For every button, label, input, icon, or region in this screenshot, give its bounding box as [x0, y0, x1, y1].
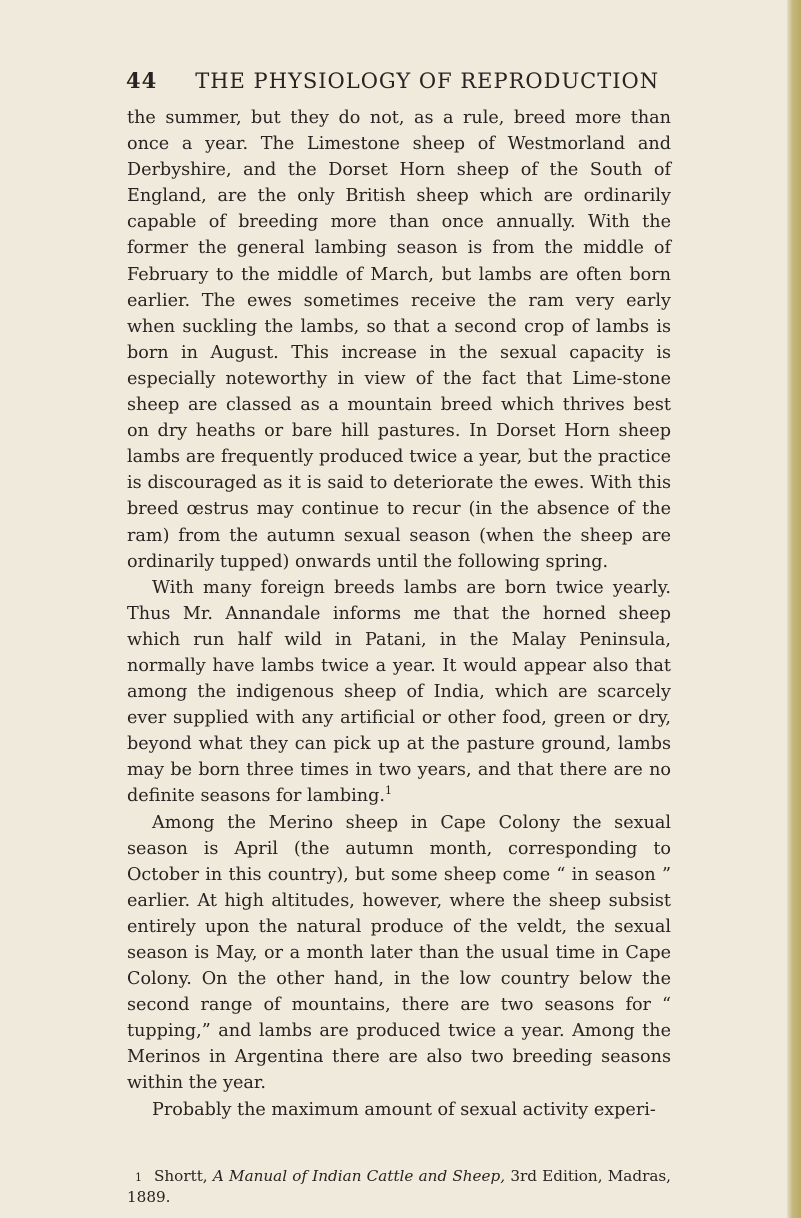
footnote-author: Shortt,	[154, 1167, 208, 1185]
paragraph-text: With many foreign breeds lambs are born twice yearly. Thus Mr. Annandale informs me that the horned sheep which run half wild in Patani, in the Malay Peninsula, normally have lambs twice a year. It would appear also that among the indigenous sheep of India, which are scarcely ever supplied with any artificial or other food, green or dry, beyond what they can pick up at the pasture ground, lambs may be born three times in two years, and that there are no definite seasons for lambing.	[127, 577, 671, 807]
paragraph	[127, 575, 671, 810]
page-header	[126, 68, 686, 93]
footnote-mark: 1	[135, 1171, 142, 1184]
paragraph: Among the Merino sheep in Cape Colony the sexual season is April (the autumn month, corresponding to October in this country), but some sheep come “ in season ” earlier. At high altitudes, however, where the sheep subsist entirely upon the natural produce of the veldt, the sexual season is May, or a month later than the usual time in Cape Colony. On the other hand, in the low country below the second range of mountains, there are two seasons for “ tupping,” and lambs are produced twice a year. Among the Merinos in Argentina there are also two breeding seasons within the year.	[127, 812, 671, 1094]
running-title: THE PHYSIOLOGY OF REPRODUCTION	[195, 69, 660, 93]
footnote-details: 3rd Edition, Madras, 1889.	[127, 1167, 672, 1206]
paragraph: the summer, but they do not, as a rule, breed more than once a year. The Limestone sheep of Westmorland and Derbyshire, and the Dorset Horn sheep of the South of England, are the only British sheep which are ordinarily capable of breeding more than once annually. With the former the general lambing season is from the middle of February to the middle of March, but lambs are often born earlier. The ewes sometimes receive the ram very early when suckling the lambs, so that a second crop of lambs is born in August. This increase in the sexual capacity is especially noteworthy in view of the fact that Lime-stone sheep are classed as a mountain breed which thrives best on dry heaths or bare hill pastures. In Dorset Horn sheep lambs are frequently produced twice a year, but the practice is discouraged as it is said to deteriorate the ewes. With this breed œstrus may continue to recur (in the absence of the ram) from the autumn sexual season (when the sheep are ordinarily tupped) onwards until the following spring.	[127, 108, 671, 572]
body-text	[127, 105, 671, 1123]
page-number: 44	[126, 68, 158, 93]
footnote-title: A Manual of Indian Cattle and Sheep,	[212, 1167, 506, 1185]
paragraph: Probably the maximum amount of sexual activity experi-	[152, 1099, 656, 1120]
footnote-reference: 1	[384, 784, 392, 798]
footnote	[127, 1166, 671, 1207]
page-edge	[787, 0, 801, 1218]
